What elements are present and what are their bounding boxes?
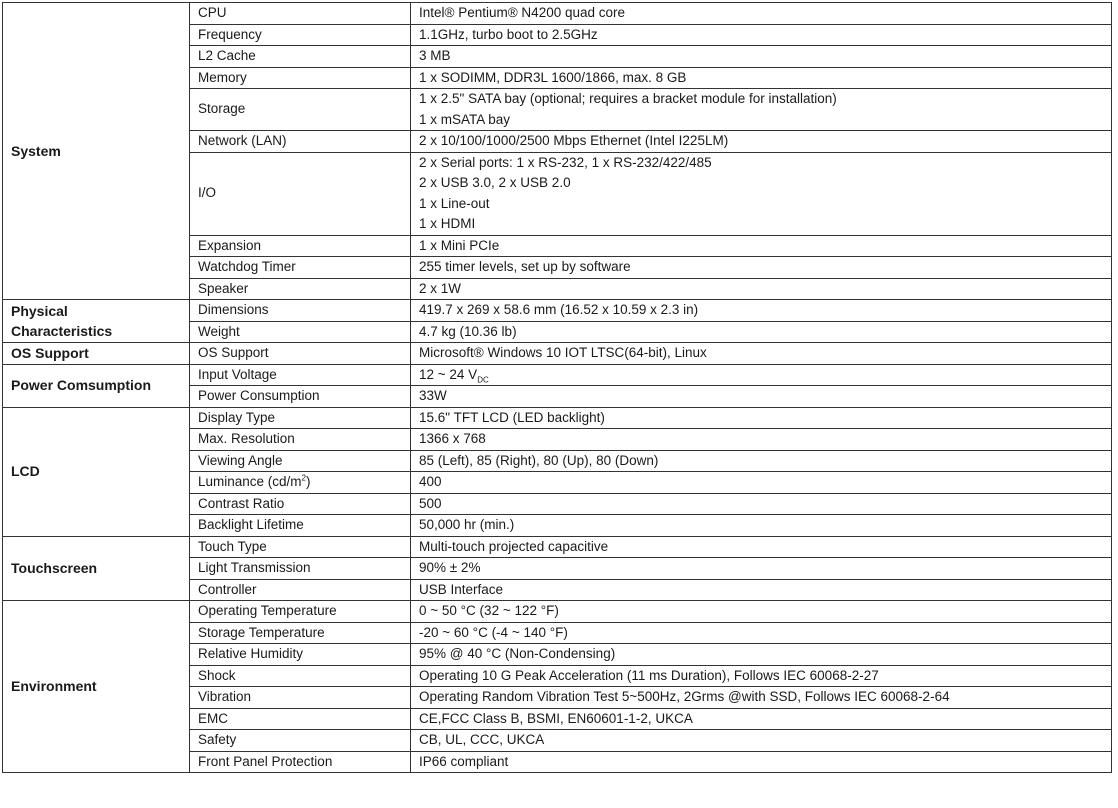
spec-label: Backlight Lifetime (190, 515, 411, 537)
spec-value: 1366 x 768 (411, 429, 1112, 451)
spec-label: Speaker (190, 278, 411, 300)
spec-label: Frequency (190, 24, 411, 46)
spec-label: Safety (190, 730, 411, 752)
spec-value: 255 timer levels, set up by software (411, 257, 1112, 279)
spec-value-line: 1 x HDMI (419, 216, 476, 231)
spec-label: Operating Temperature (190, 601, 411, 623)
spec-row-touch-type (3, 536, 1112, 558)
spec-label: Dimensions (190, 300, 411, 322)
spec-label: Weight (190, 321, 411, 343)
spec-value: 90% ± 2% (411, 558, 1112, 580)
spec-value (411, 152, 1112, 235)
spec-label: Memory (190, 67, 411, 89)
spec-row-os (3, 343, 1112, 365)
spec-value: 95% @ 40 °C (Non-Condensing) (411, 644, 1112, 666)
spec-label-superscript: 2 (301, 473, 306, 483)
spec-label: Network (LAN) (190, 131, 411, 153)
category-environment: Environment (3, 601, 190, 773)
spec-value: CE,FCC Class B, BSMI, EN60601-1-2, UKCA (411, 708, 1112, 730)
spec-value: 419.7 x 269 x 58.6 mm (16.52 x 10.59 x 2.3 in) (411, 300, 1112, 322)
spec-value: Operating 10 G Peak Acceleration (11 ms Duration), Follows IEC 60068-2-27 (411, 665, 1112, 687)
spec-row-input-voltage (3, 364, 1112, 386)
spec-label: Storage (190, 89, 411, 131)
spec-label: Watchdog Timer (190, 257, 411, 279)
spec-label-text: Luminance (cd/m (198, 474, 302, 489)
spec-value: Operating Random Vibration Test 5~500Hz, 2Grms @with SSD, Follows IEC 60068-2-64 (411, 687, 1112, 709)
spec-label: EMC (190, 708, 411, 730)
category-os: OS Support (3, 343, 190, 365)
spec-value-line: 2 x USB 3.0, 2 x USB 2.0 (419, 175, 571, 190)
spec-label: Input Voltage (190, 364, 411, 386)
spec-value (411, 89, 1112, 131)
spec-label: Shock (190, 665, 411, 687)
spec-label: OS Support (190, 343, 411, 365)
spec-value: Intel® Pentium® N4200 quad core (411, 3, 1112, 25)
spec-label: Vibration (190, 687, 411, 709)
spec-value: 15.6" TFT LCD (LED backlight) (411, 407, 1112, 429)
spec-label: Light Transmission (190, 558, 411, 580)
category-system: System (3, 3, 190, 300)
spec-value: 33W (411, 386, 1112, 408)
spec-value: 400 (411, 472, 1112, 494)
spec-label: Max. Resolution (190, 429, 411, 451)
spec-value-line: 2 x Serial ports: 1 x RS-232, 1 x RS-232/422/485 (419, 154, 712, 170)
spec-value-line: 1 x Line-out (419, 195, 490, 211)
spec-value: -20 ~ 60 °C (-4 ~ 140 °F) (411, 622, 1112, 644)
spec-value: 1 x Mini PCIe (411, 235, 1112, 257)
spec-value: 85 (Left), 85 (Right), 80 (Up), 80 (Down) (411, 450, 1112, 472)
spec-value-text: 12 ~ 24 V (419, 366, 478, 382)
spec-row-cpu (3, 3, 1112, 25)
spec-value-subscript: DC (477, 375, 489, 385)
spec-value-line: 1 x mSATA bay (419, 111, 511, 127)
spec-value: 50,000 hr (min.) (411, 515, 1112, 537)
spec-label: Touch Type (190, 536, 411, 558)
category-lcd: LCD (3, 407, 190, 536)
spec-label: L2 Cache (190, 46, 411, 68)
spec-label (190, 472, 411, 494)
spec-label: Relative Humidity (190, 644, 411, 666)
spec-value-line: 1 x 2.5" SATA bay (optional; requires a bracket module for installation) (419, 91, 837, 106)
spec-value: 4.7 kg (10.36 lb) (411, 321, 1112, 343)
spec-label: Contrast Ratio (190, 493, 411, 515)
spec-value: CB, UL, CCC, UKCA (411, 730, 1112, 752)
spec-label-text-end: ) (306, 474, 311, 489)
spec-value: 500 (411, 493, 1112, 515)
category-touchscreen: Touchscreen (3, 536, 190, 601)
spec-label: Display Type (190, 407, 411, 429)
spec-label: Storage Temperature (190, 622, 411, 644)
spec-label: Expansion (190, 235, 411, 257)
spec-value: 0 ~ 50 °C (32 ~ 122 °F) (411, 601, 1112, 623)
spec-label: I/O (190, 152, 411, 235)
spec-value: 1.1GHz, turbo boot to 2.5GHz (411, 24, 1112, 46)
spec-value: IP66 compliant (411, 751, 1112, 773)
category-physical-line2: Characteristics (11, 323, 113, 339)
spec-value: 1 x SODIMM, DDR3L 1600/1866, max. 8 GB (411, 67, 1112, 89)
spec-table (2, 2, 1112, 773)
spec-row-operating-temp (3, 601, 1112, 623)
spec-label: Power Consumption (190, 386, 411, 408)
spec-label: Controller (190, 579, 411, 601)
category-physical-line1: Physical (11, 302, 68, 319)
spec-value: 2 x 10/100/1000/2500 Mbps Ethernet (Intel I225LM) (411, 131, 1112, 153)
spec-row-display-type (3, 407, 1112, 429)
spec-value: 2 x 1W (411, 278, 1112, 300)
spec-row-dimensions (3, 300, 1112, 322)
spec-label: Viewing Angle (190, 450, 411, 472)
spec-value (411, 364, 1112, 386)
spec-value: USB Interface (411, 579, 1112, 601)
category-power: Power Comsumption (3, 364, 190, 407)
category-physical (3, 300, 190, 343)
spec-value: Microsoft® Windows 10 IOT LTSC(64-bit), Linux (411, 343, 1112, 365)
spec-label: Front Panel Protection (190, 751, 411, 773)
spec-value: Multi-touch projected capacitive (411, 536, 1112, 558)
spec-value: 3 MB (411, 46, 1112, 68)
spec-label: CPU (190, 3, 411, 25)
